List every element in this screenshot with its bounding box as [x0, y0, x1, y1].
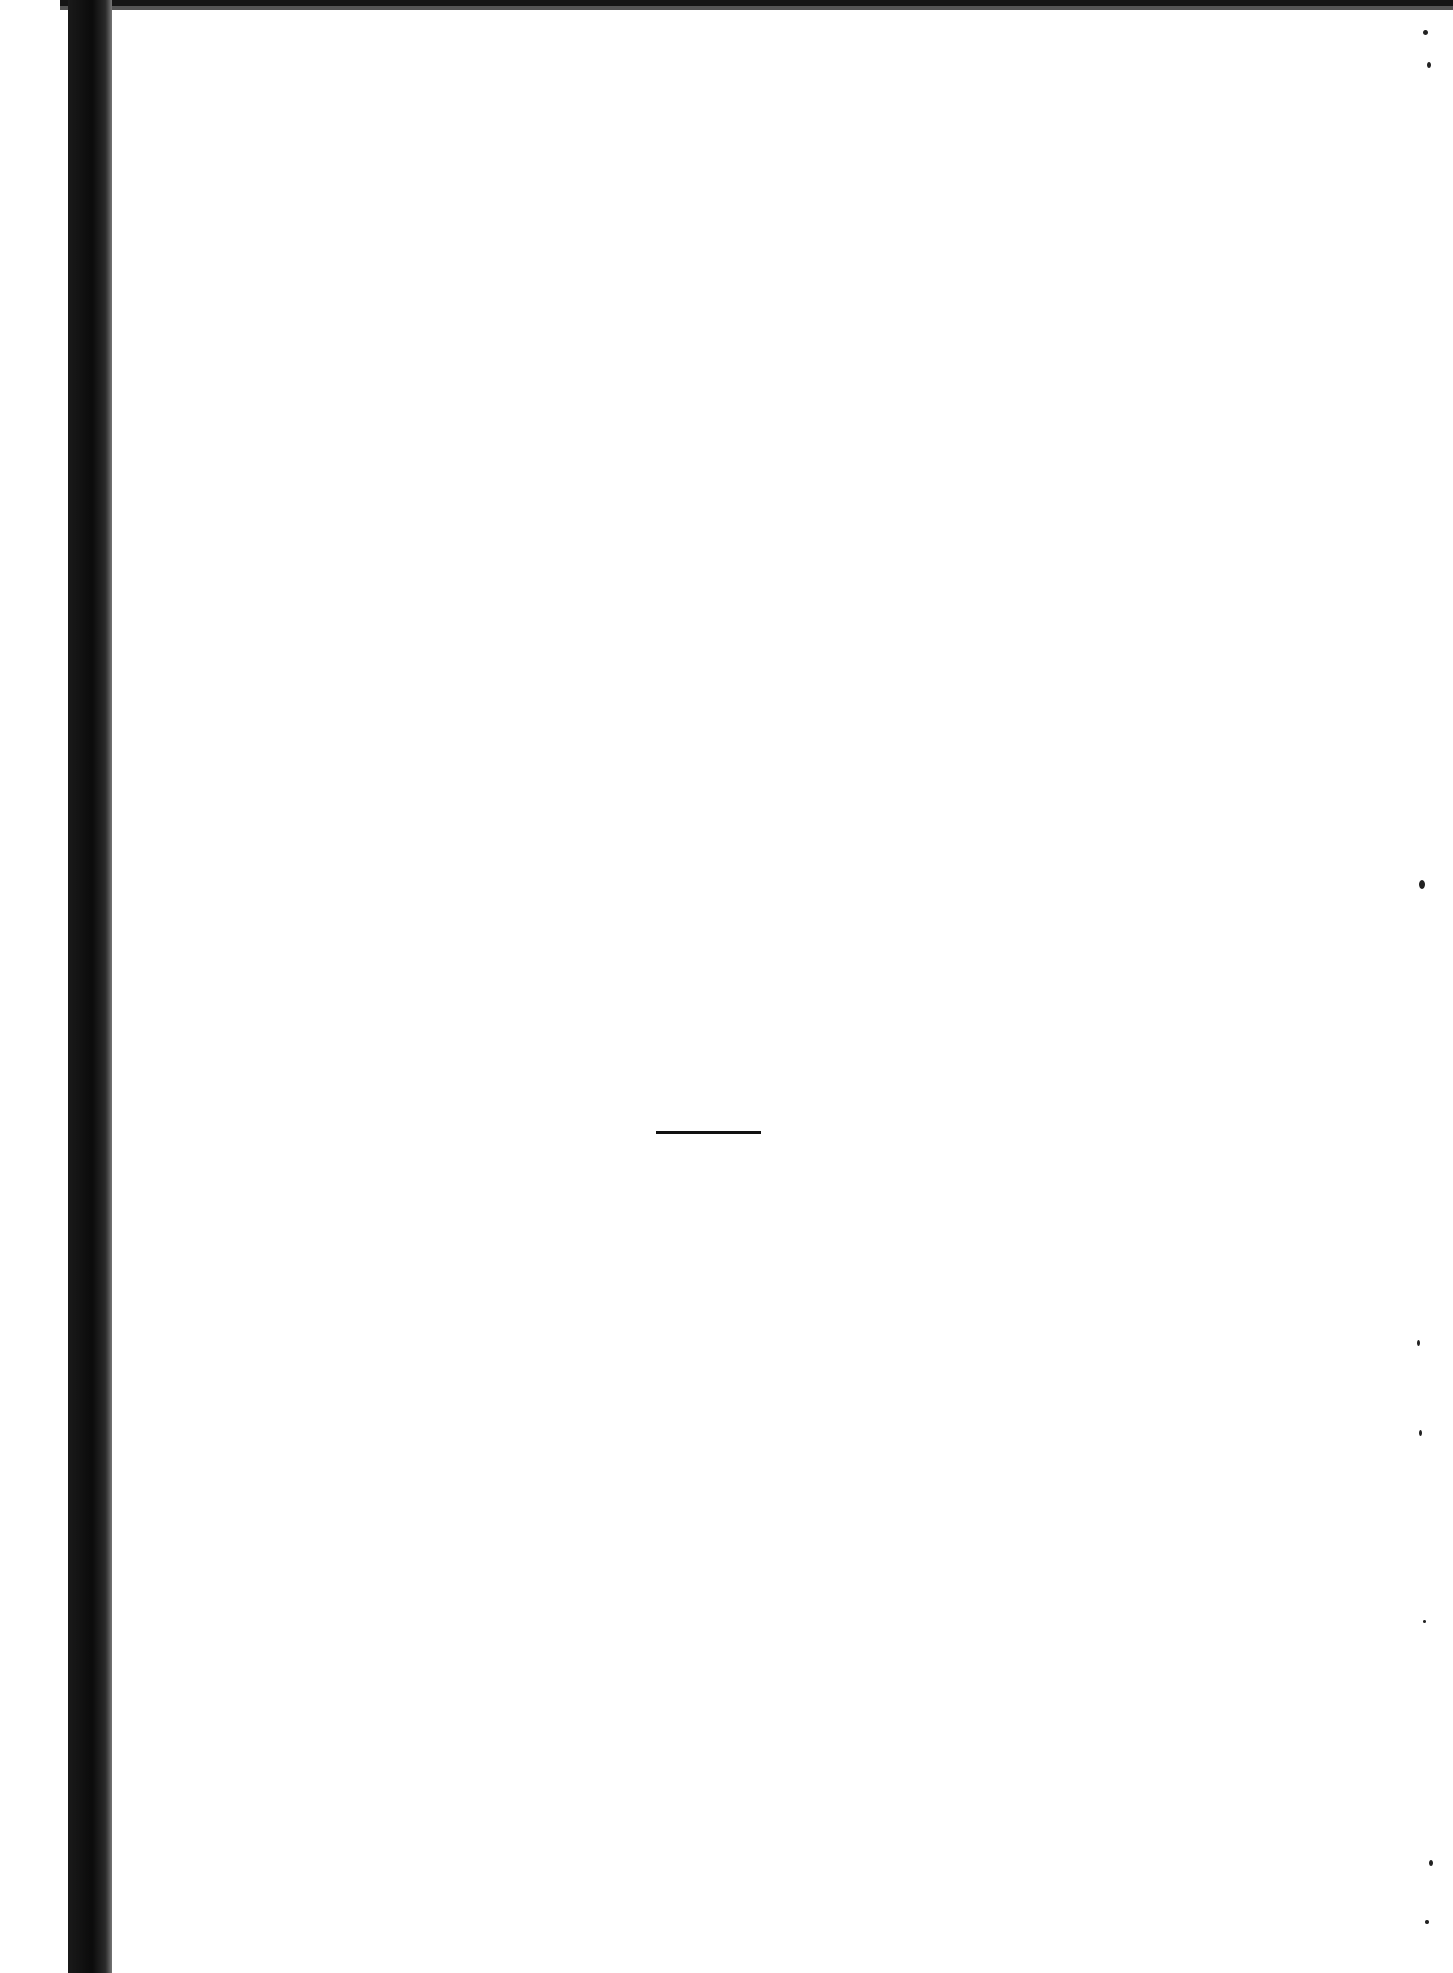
book-page	[132, 0, 1432, 1973]
scan-specks	[1413, 0, 1443, 1973]
previous-page-edge	[0, 0, 68, 1973]
book-spine-shadow	[68, 0, 112, 1973]
section-divider	[656, 1131, 761, 1134]
